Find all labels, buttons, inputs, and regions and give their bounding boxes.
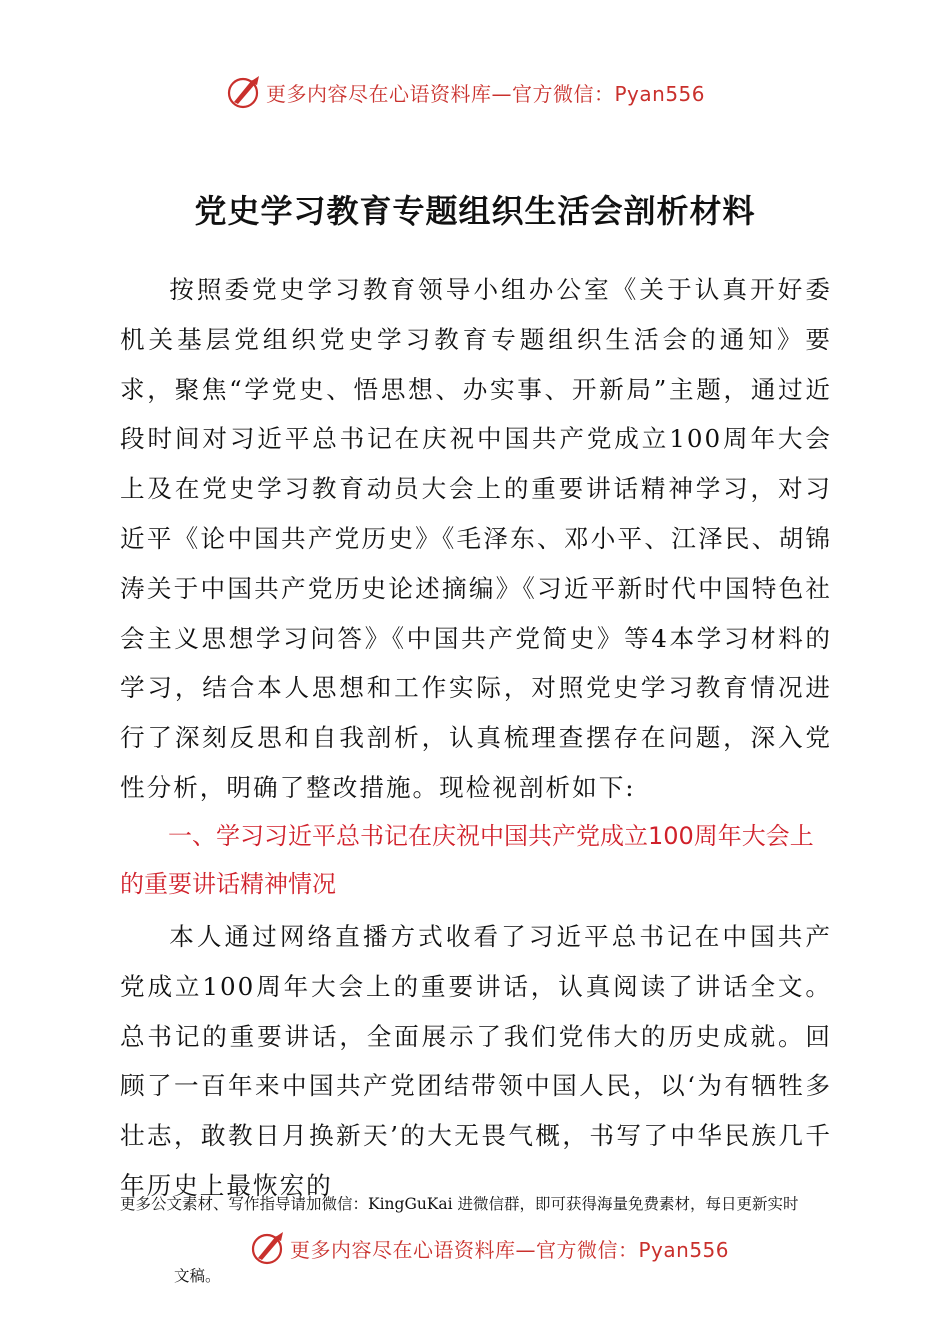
watermark-contact: 官方微信：Pyan556 bbox=[512, 82, 706, 106]
body-paragraph-1: 按照委党史学习教育领导小组办公室《关于认真开好委机关基层党组织党史学习教育专题组织生活会的通知》要求，聚焦“学党史、悟思想、办实事、开新局”主题，通过近段时间对习近平总书记在庆祝中国共产党成立100周年大会上及在党史学习教育动员大会上的重要讲话精神学习，对习近平《论中国共产党历史》《毛泽东、邓小平、江泽民、胡锦涛关于中国共产党历史论述摘编》《习近平新时代中国特色社会主义思想学习问答》《中国共产党简史》等4本学习材料的学习，结合本人思想和工作实际，对照党史学习教育情况进行了深刻反思和自我剖析，认真梳理查摆存在问题，深入党性分析，明确了整改措施。现检视剖析如下: bbox=[120, 275, 832, 802]
watermark-brand: 更多内容尽在心语资料库 bbox=[290, 1238, 516, 1262]
watermark-brand: 更多内容尽在心语资料库 bbox=[266, 82, 492, 106]
watermark-text bbox=[290, 1234, 729, 1263]
section-heading-1: 一、学习习近平总书记在庆祝中国共产党成立100周年大会上的重要讲话精神情况 bbox=[120, 822, 814, 898]
document-title: 党史学习教育专题组织生活会剖析材料 bbox=[194, 192, 756, 230]
watermark-footer bbox=[0, 1230, 950, 1270]
footer-note-main: 更多公文素材、写作指导请加微信：KingGuKai 进微信群，即可获得海量免费素材，每日更新实时 bbox=[120, 1195, 799, 1213]
watermark-dash: — bbox=[515, 1238, 536, 1262]
watermark-contact: 官方微信：Pyan556 bbox=[536, 1238, 730, 1262]
quill-pen-logo-icon bbox=[226, 74, 262, 110]
watermark-text bbox=[266, 78, 705, 107]
watermark-header bbox=[0, 74, 950, 114]
watermark-dash: — bbox=[491, 82, 512, 106]
body-paragraph-2: 本人通过网络直播方式收看了习近平总书记在中国共产党成立100周年大会上的重要讲话，认真阅读了讲话全文。总书记的重要讲话，全面展示了我们党伟大的历史成就。回顾了一百年来中国共产党团结带领中国人民，以‘为有牺牲多壮志，敢教日月换新天’的大无畏气概，书写了中华民族几千年历史上最恢宏的 bbox=[120, 922, 832, 1200]
footer-note-tail: 文稿。 bbox=[174, 1267, 221, 1285]
quill-pen-logo-icon bbox=[250, 1230, 286, 1266]
